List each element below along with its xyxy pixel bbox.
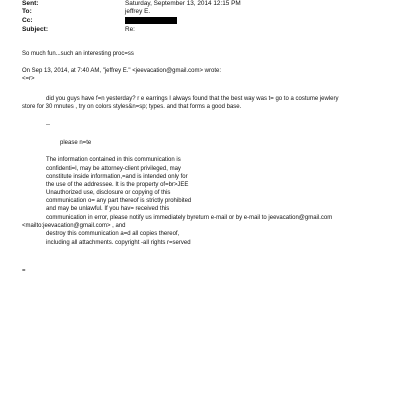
disclaimer-line-9: destroy this communication a=d all copies thereof,: [46, 231, 180, 237]
header-cc-row: [22, 17, 382, 25]
disclaimer-mailto: <mailto:jeevacation@gmail.com> , and: [22, 223, 126, 229]
signature-dashes: --: [46, 122, 50, 128]
reply-line: So much fun...such an interesting proc=ss: [22, 51, 134, 57]
disclaimer-line-3: constitute inside information,=and is intended only for: [46, 174, 188, 180]
please-note: please n=te: [60, 140, 92, 146]
trailing-equals: =: [22, 268, 26, 274]
cc-label: Cc:: [22, 17, 33, 24]
cc-redaction-box: [125, 17, 177, 24]
disclaimer-line-1: The information contained in this communication is: [46, 157, 181, 163]
quoted-paragraph-line-1: did you guys have f=n yesterday? r e earrings I always found that the best way was t= go to a costume jewlery: [46, 96, 339, 102]
disclaimer-line-8: communication in error, please notify us immediately byreturn e-mail or by e-mail to jeevacation@gmail.com: [46, 215, 333, 221]
disclaimer-line-7: and may be unlawful. If you hav= received this: [46, 206, 170, 212]
disclaimer-line-6: communication o= any part thereof is strictly prohibited: [46, 198, 192, 204]
to-value: jeffrey E.: [125, 8, 151, 15]
quote-intro: On Sep 13, 2014, at 7:40 AM, "jeffrey E." <jeevacation@gmail.com> wrote:: [22, 68, 222, 74]
disclaimer-line-10: including all attachments. copyright -all rights r=served: [46, 240, 191, 246]
quoted-paragraph-line-2: store for 30 mnutes , try on colors styles&n=sp; types. and that forms a good base.: [22, 104, 242, 110]
quote-tag: <=r>: [22, 76, 35, 82]
disclaimer-line-5: Unauthorized use, disclosure or copying of this: [46, 190, 171, 196]
sent-value: Saturday, September 13, 2014 12:15 PM: [125, 0, 241, 7]
subject-label: Subject:: [22, 26, 49, 33]
to-label: To:: [22, 8, 32, 15]
header-subject-row: [22, 26, 382, 34]
header-sent-row: [22, 0, 382, 8]
disclaimer-line-2: confidenti=l, may be attorney-client privileged, may: [46, 166, 181, 172]
header-to-row: [22, 8, 382, 16]
disclaimer-line-4: the use of the addressee. It is the property of=br>JEE: [46, 182, 189, 188]
subject-value: Re:: [125, 26, 135, 33]
sent-label: Sent:: [22, 0, 39, 7]
